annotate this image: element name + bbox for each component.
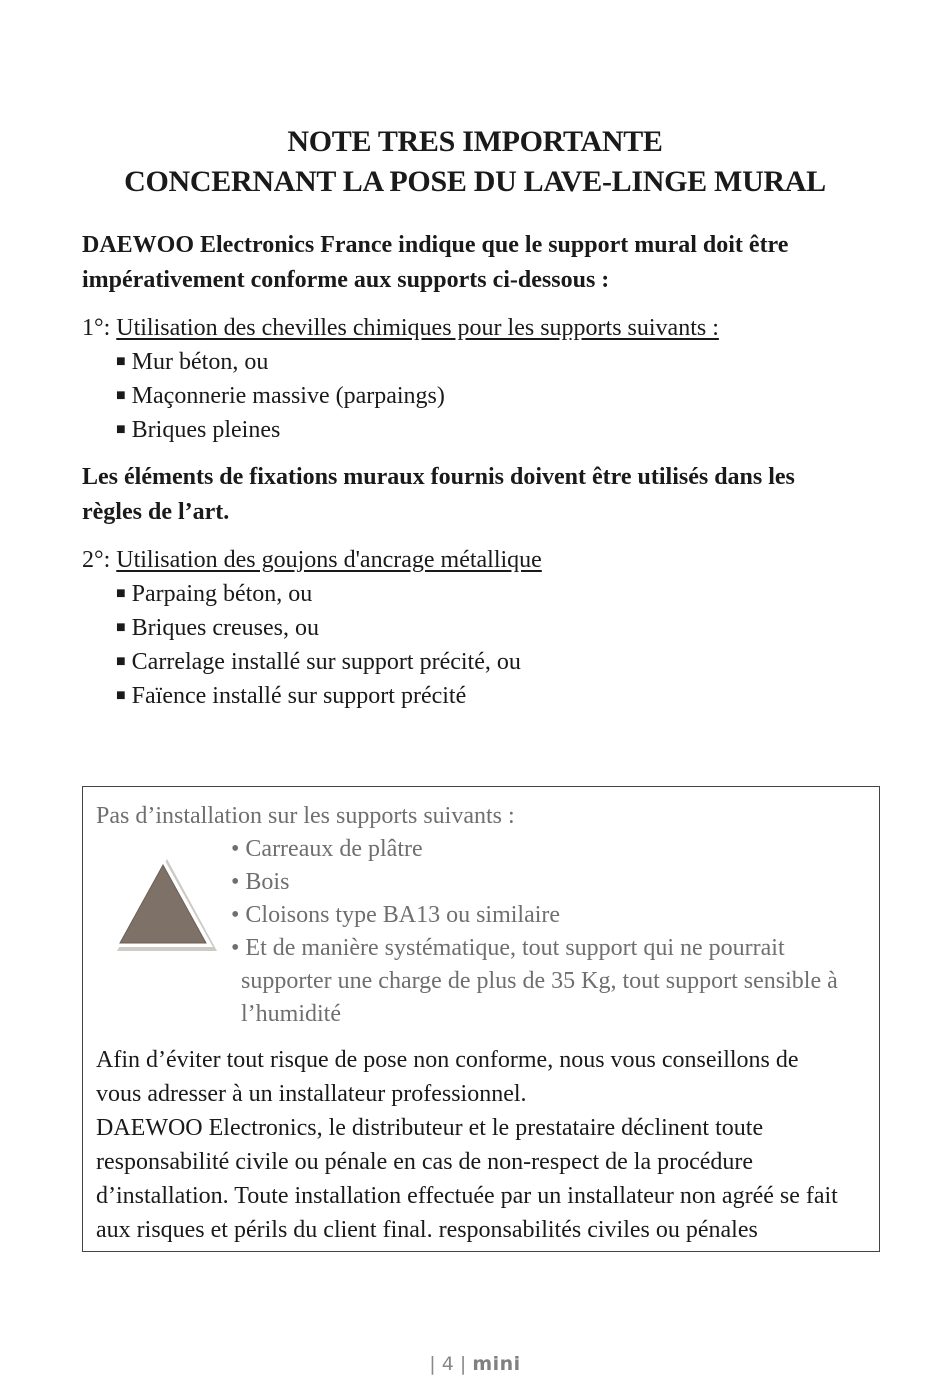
intro-paragraph (82, 228, 882, 298)
list-item-label: Briques creuses, ou (131, 615, 319, 641)
list-item-label: Et de manière systématique, tout support qui ne pourrait (245, 935, 785, 961)
list-item-label: Carrelage installé sur support précité, ou (131, 649, 521, 675)
page-footer (0, 1353, 950, 1375)
intro-line: DAEWOO Electronics France indique que le support mural doit être (82, 232, 789, 258)
advice-line: Afin d’éviter tout risque de pose non conforme, nous vous conseillons de (96, 1047, 799, 1073)
list-item-label: Bois (245, 869, 290, 895)
square-bullet-icon: ■ (116, 353, 126, 370)
advice-paragraph (96, 1043, 866, 1247)
section-1-title: Utilisation des chevilles chimiques pour les supports suivants : (116, 315, 719, 341)
list-item (116, 345, 268, 382)
list-item-label: Parpaing béton, ou (131, 581, 313, 607)
fixing-note-line: règles de l’art. (82, 499, 230, 525)
square-bullet-icon: ■ (116, 585, 126, 602)
list-item-label: Maçonnerie massive (parpaings) (131, 383, 445, 409)
fixing-note (82, 460, 882, 530)
list-item (116, 577, 312, 614)
warning-box (82, 786, 880, 1252)
advice-line: responsabilité civile ou pénale en cas de non-respect de la procédure (96, 1149, 754, 1175)
list-item (116, 413, 280, 450)
section-2-title: Utilisation des goujons d'ancrage métallique (116, 547, 542, 573)
square-bullet-icon: ■ (116, 619, 126, 636)
section-2-heading (82, 543, 542, 577)
list-item: • Carreaux de plâtre (231, 836, 423, 862)
advice-line: vous adresser à un installateur professionnel. (96, 1081, 527, 1107)
page-title-line-1: NOTE TRES IMPORTANTE (287, 125, 663, 158)
list-item-label: Cloisons type BA13 ou similaire (245, 902, 561, 928)
advice-line: d’installation. Toute installation effectuée par un installateur non agréé se fait (96, 1183, 838, 1209)
warning-heading: Pas d’installation sur les supports suivants : (96, 803, 515, 829)
list-item-label: Mur béton, ou (131, 349, 269, 375)
section-1-heading (82, 311, 719, 345)
list-item-label: Carreaux de plâtre (245, 836, 423, 862)
square-bullet-icon: ■ (116, 687, 126, 704)
section-2-prefix: 2°: (82, 547, 111, 573)
advice-line: DAEWOO Electronics, le distributeur et le prestataire déclinent toute (96, 1115, 764, 1141)
page-number: | 4 | (429, 1353, 467, 1375)
brand-logo: mini (472, 1353, 521, 1375)
intro-line: impérativement conforme aux supports ci-dessous : (82, 267, 610, 293)
square-bullet-icon: ■ (116, 653, 126, 670)
list-item (116, 379, 445, 416)
list-item-label: Briques pleines (131, 417, 281, 443)
advice-line: aux risques et périls du client final. responsabilités civiles ou pénales (96, 1217, 758, 1243)
list-item (116, 611, 319, 648)
list-item-label: Faïence installé sur support précité (131, 683, 467, 709)
fixing-note-line: Les éléments de fixations muraux fournis doivent être utilisés dans les (82, 464, 795, 490)
square-bullet-icon: ■ (116, 421, 126, 438)
list-item (116, 645, 521, 682)
list-item: • Cloisons type BA13 ou similaire (231, 902, 561, 928)
page-title-line-2: CONCERNANT LA POSE DU LAVE-LINGE MURAL (124, 165, 826, 198)
square-bullet-icon: ■ (116, 387, 126, 404)
list-item: • Bois (231, 869, 290, 895)
list-item-continuation: l’humidité (241, 1001, 341, 1027)
list-item (116, 679, 466, 716)
warning-triangle-icon (107, 853, 219, 953)
list-item: • Et de manière systématique, tout support qui ne pourrait (231, 935, 785, 961)
list-item-continuation: supporter une charge de plus de 35 Kg, tout support sensible à (241, 968, 838, 994)
section-1-prefix: 1°: (82, 315, 111, 341)
